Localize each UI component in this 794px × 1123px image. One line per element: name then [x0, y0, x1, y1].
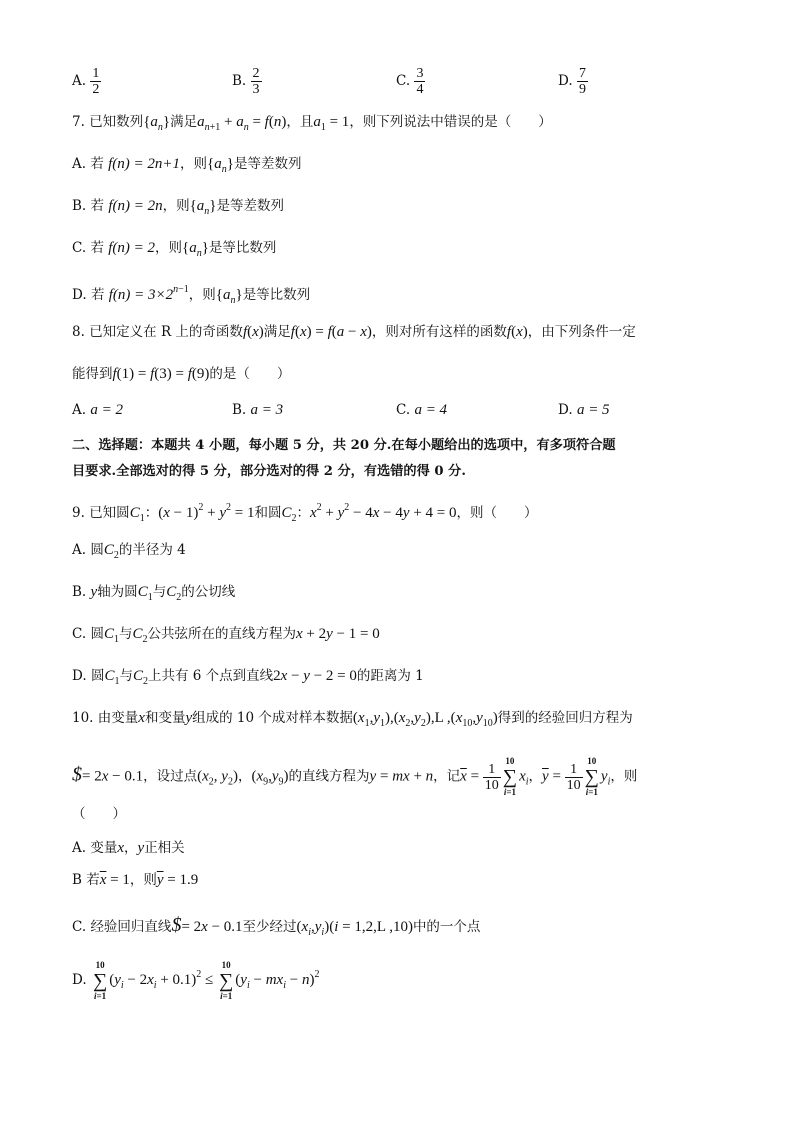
q6-option-c[interactable]: C. $\frac{3}{4}$ [396, 66, 424, 97]
q8-option-a[interactable]: A. a = 2 [72, 402, 123, 418]
section-heading-line1: 二、选择题：本题共 4 小题，每小题 5 分，共 20 分.在每小题给出的选项中，有多项符合题 [72, 438, 616, 453]
q8-option-d[interactable]: D. a = 5 [558, 402, 610, 418]
q9-option-c[interactable]: C. 圆$C_1$与$C_2$公共弦所在的直线方程为x + 2y − 1 = 0 [72, 626, 380, 645]
fraction: $\frac{2}{3}$ [252, 66, 260, 97]
y-hat-symbol: $ [72, 763, 82, 786]
q9-option-d[interactable]: D. 圆$C_1$与$C_2$上共有 6 个点到直线2x − y − 2 = 0的距离为 1 [72, 668, 424, 687]
q8-stem-line1: 8. 已知定义在 R 上的奇函数f(x)满足f(x) = f(a − x)，则对所有这样的函数f(x)，由下列条件一定 [72, 324, 636, 340]
q7-option-b[interactable]: B. 若 f(n) = 2n，则$\{a_n\}$是等差数列 [72, 198, 284, 217]
q6-option-d[interactable]: D. $\frac{7}{9}$ [558, 66, 586, 97]
fraction: $\frac{7}{9}$ [578, 66, 586, 97]
fraction: $\frac{1}{2}$ [92, 66, 100, 97]
q10-option-d[interactable]: D. 10 ∑ i=1 $(y_i - 2x_i + 0.1)^2$ ≤ 10 ∑ i=1 $(y_i - mx_i - n)^2$ [72, 959, 320, 1001]
sum-symbol: 10 ∑ i=1 [219, 959, 234, 1001]
sum-symbol: 10 ∑ i=1 [92, 959, 108, 1001]
q10-option-a[interactable]: A. 变量x，y正相关 [72, 840, 185, 856]
q10-stem-line1: 10. 由变量x和变量y组成的 10 个成对样本数据$(x_1,y_1),(x_2,y_2),L$ $,(x_{10},y_{10})$得到的经验回归方程为 [72, 710, 633, 729]
fraction: $\frac{1}{10}$ [484, 761, 499, 793]
q10-option-c[interactable]: C. 经验回归直线$= 2x − 0.1至少经过$(x_i,y_i)(i = 1,2,L$ ,10)中的一个点 [72, 914, 481, 938]
q6-option-b[interactable]: B. $\frac{2}{3}$ [232, 66, 260, 97]
q10-paren: （ ） [72, 806, 126, 822]
q9-option-b[interactable]: B. y轴为圆$C_1$与$C_2$的公切线 [72, 584, 236, 603]
q8-stem-line2: 能得到f(1) = f(3) = f(9)的是（ ） [72, 366, 291, 382]
section-heading-line2: 目要求.全部选对的得 5 分，部分选对的得 2 分，有选错的得 0 分. [72, 464, 466, 479]
sum-symbol: 10 ∑ i=1 [584, 756, 599, 797]
q7-stem: 7. 已知数列$\{a_n\}$满足$a_{n+1} + a_n = f(n)$，且$a_1 = 1$，则下列说法中错误的是（ ） [72, 114, 552, 133]
q7-option-c[interactable]: C. 若 f(n) = 2，则$\{a_n\}$是等比数列 [72, 240, 277, 259]
fraction: $\frac{3}{4}$ [416, 66, 424, 97]
q7-option-a[interactable]: A. 若 f(n) = 2n+1，则$\{a_n\}$是等差数列 [72, 156, 302, 175]
q9-option-a[interactable]: A. 圆$C_2$的半径为 4 [72, 542, 186, 561]
q9-stem: 9. 已知圆$C_1$：$(x - 1)^2 + y^2 = 1$和圆$C_2$：$x^2 + y^2 - 4x - 4y + 4 = 0$，则（ ） [72, 502, 538, 524]
y-hat-symbol: $ [171, 914, 182, 936]
q10-option-b[interactable]: B 若$\overline{x} = 1$，则$\overline{y} = 1.9$ [72, 872, 199, 888]
q8-option-b[interactable]: B. a = 3 [232, 402, 284, 418]
q10-stem-line2: $= 2x − 0.1，设过点($x_2$, $y_2$)，$(x_9,y_9)$的直线方程为y = mx + n，记$\overline{x}$ = $\frac{1}{10}$ 10 ∑ i=1 $x_i$，$\overline{y}$ = $\frac{1}{10}$ 10 ∑ i=1 $y_i$，则 [72, 756, 638, 797]
q7-option-d[interactable]: D. 若 $f(n) = 3\times 2^{n-1}$，则$\{a_n\}$是等比数列 [72, 284, 311, 306]
sum-symbol: 10 ∑ i=1 [502, 756, 518, 797]
fraction: $\frac{1}{10}$ [566, 761, 581, 793]
q8-option-c[interactable]: C. a = 4 [396, 402, 448, 418]
q6-option-a[interactable]: A. $\frac{1}{2}$ [72, 66, 100, 97]
